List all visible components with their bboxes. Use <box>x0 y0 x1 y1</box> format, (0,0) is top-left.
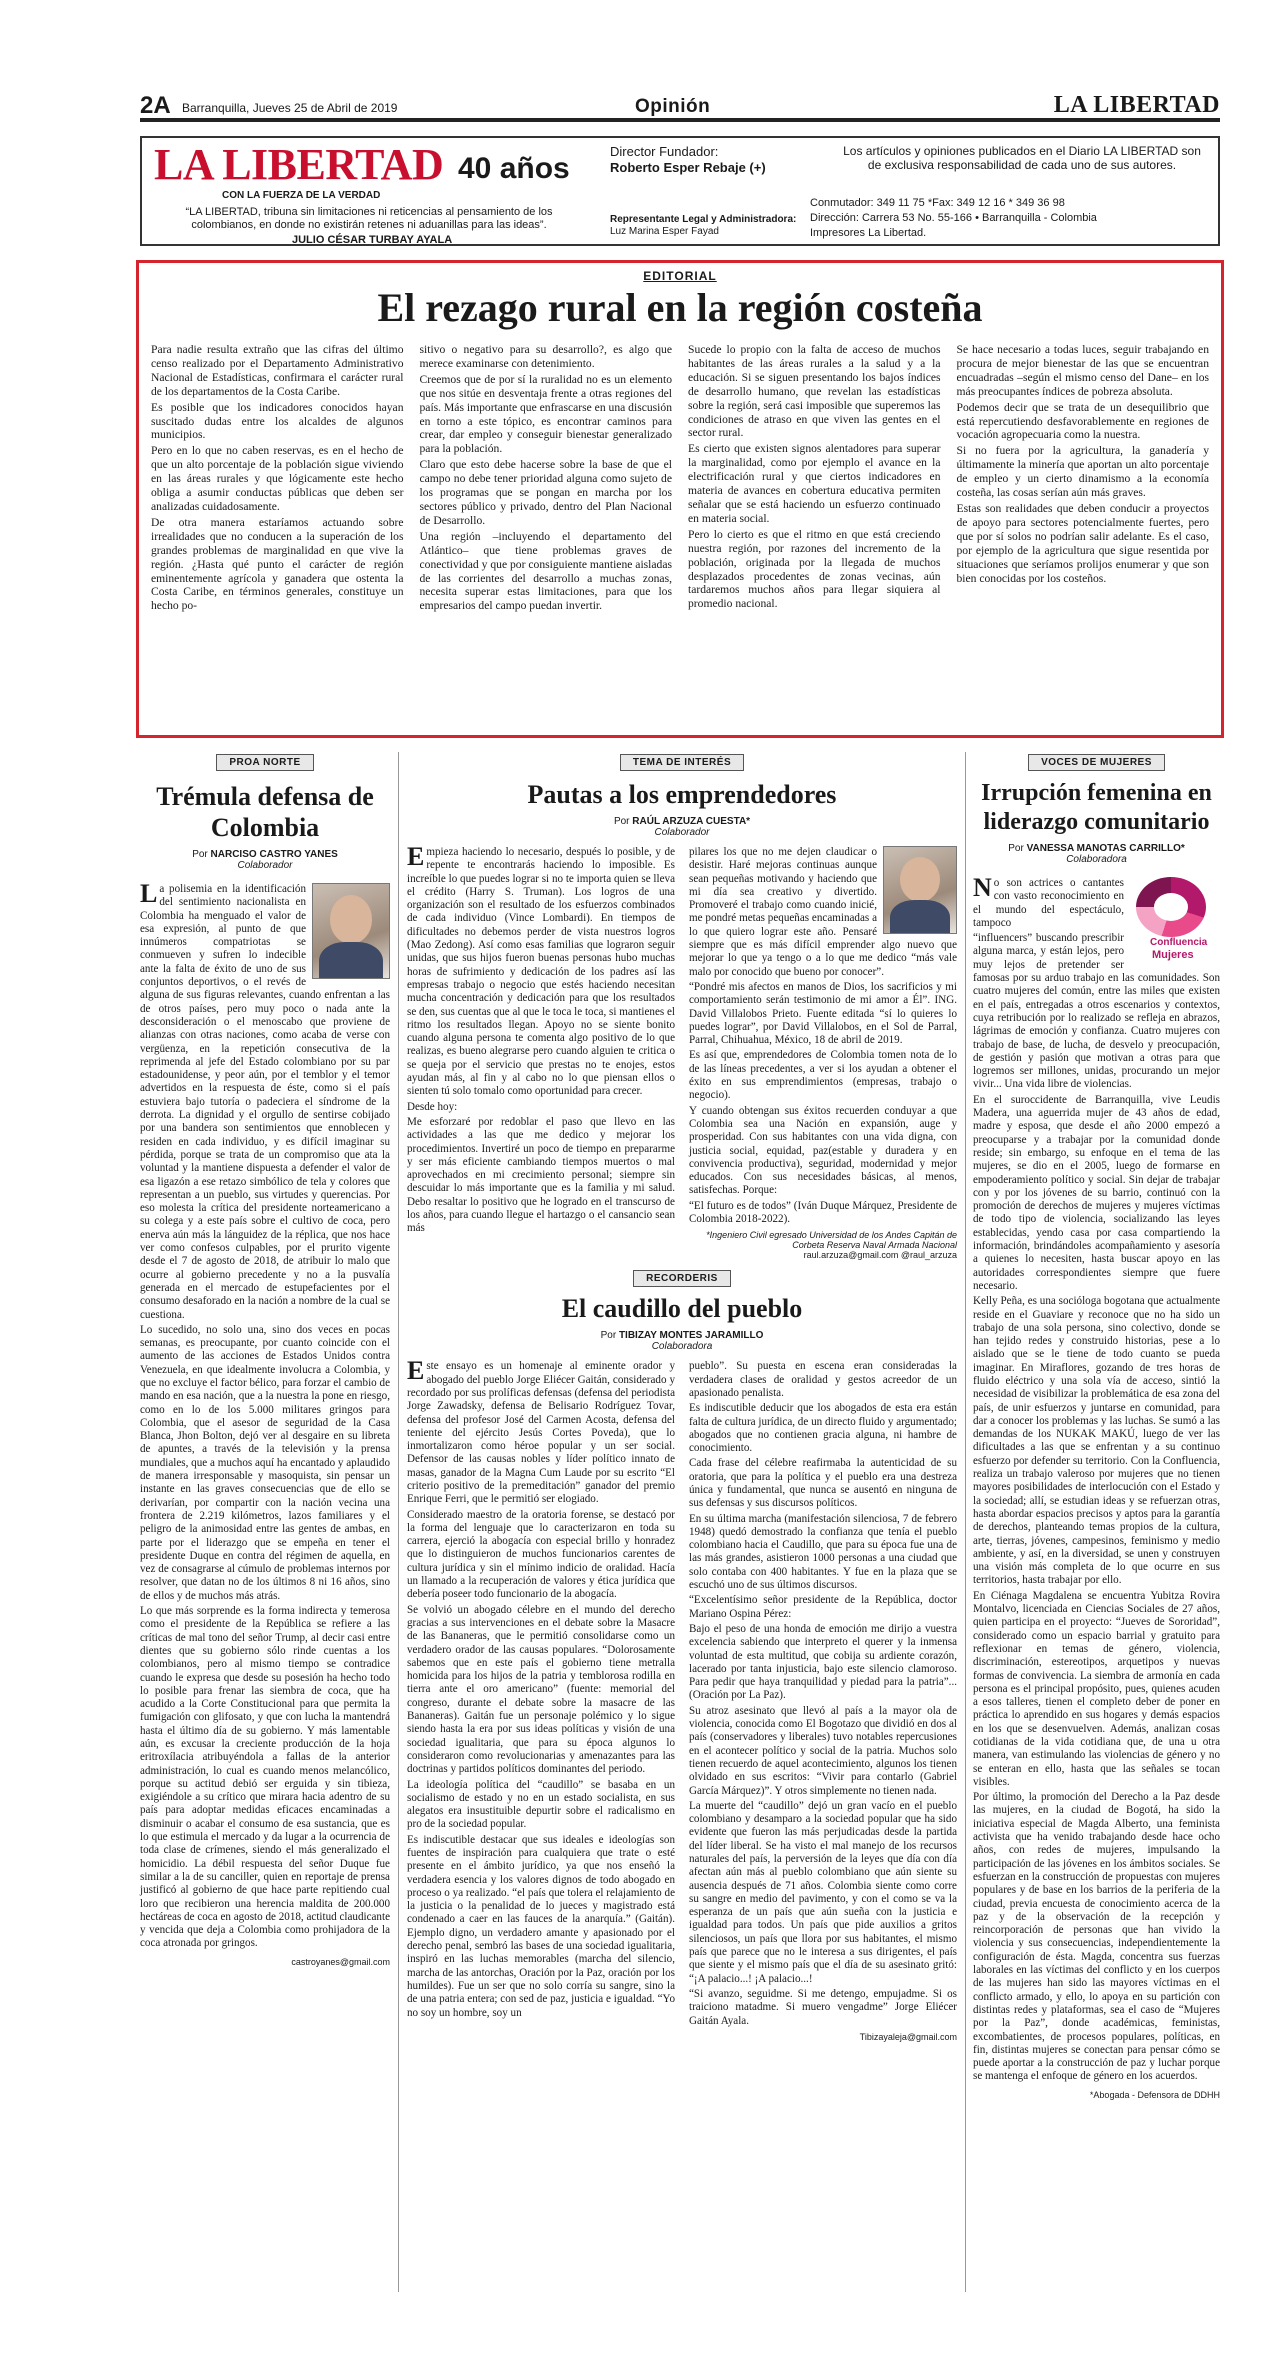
body-column <box>689 846 957 1260</box>
body-column <box>689 1360 957 2042</box>
paragraph: Para nadie resulta extraño que las cifras del último censo realizado por el Departamento Administrativo Nacional de Estadísticas, confirmara el carácter rural de los departamentos de la Costa Caribe. <box>151 343 404 398</box>
paragraph: Pero lo cierto es que el ritmo en que está creciendo nuestra región, por razones del incremento de la población, originada por la llegada de muchos desplazados procedentes de zonas vecinas, aún tardaremos muchos años para llegar siquiera al promedio nacional. <box>688 527 941 611</box>
paragraph: Creemos que de por sí la ruralidad no es un elemento que nos sitúe en desventaja frente a otras regiones del país. Más importante que enfrascarse en una discusión en torno a este tópico, es encontrar caminos para crear, dar empleo y conseguir bienestar generalizado para la población. <box>419 372 672 456</box>
representative-label: Representante Legal y Administradora: <box>610 214 797 225</box>
page-number: 2A <box>140 92 171 119</box>
confluencia-mujeres-logo-icon <box>1130 877 1220 967</box>
paragraph: La ideología política del “caudillo” se basaba en un socialismo de estado y no en un estado socialista, en sus alegatos era insustituible depurtir sobre el radicalismo en pro de la sociedad popular. <box>407 1778 675 1831</box>
editorial-columns <box>151 343 1209 613</box>
paragraph: Si no fuera por la agricultura, la ganadería y últimamente la minería que aportan un alto porcentaje de empleo y un cierto dinamismo a la economía costeña, las cosas serían aún más graves. <box>956 444 1209 500</box>
logo-text: Mujeres <box>1152 949 1194 961</box>
paragraph: “El futuro es de todos” (Iván Duque Márquez, Presidente de Colombia 2018-2022). <box>689 1199 957 1226</box>
section-name: Opinión <box>635 96 711 117</box>
author-name: NARCISO CASTRO YANES <box>210 849 338 860</box>
article-body <box>973 873 1220 2084</box>
author-name: VANESSA MANOTAS CARRILLO* <box>1026 843 1185 854</box>
anniversary: 40 años <box>458 152 570 185</box>
author-name: RAÚL ARZUZA CUESTA* <box>632 816 751 827</box>
editorial-column <box>957 343 1210 613</box>
paragraph: Es indiscutible destacar que sus ideales e ideologías son fuentes de inspiración para cualquiera que trate o esté presente en el ámbito jurídico, ya que nos enseñó la verdadera esencia y los valores dignos de todo abogado en proceso o ya realizado. “el país que tolera el relajamiento de la justicia o la penalidad de lo jueces y magistrado está condenado a caer en las fauces de la anarquía.” (Gaitán). Ejemplo digno, un verdadero amante y apasionado por el derecho penal, sembró las bases de una sociedad igualitaria, inspiró en las luchas memorables (marcha del silencio, marcha de las antorchas, Oración por la Paz, oración por los humildes). Fue un ser que no solo corría su sangre, sino la de una patria entera; con sed de paz, justicia e igualdad. “Yo no soy un hombre, soy un <box>407 1833 675 2019</box>
paragraph: Su atroz asesinato que llevó al país a la mayor ola de violencia, conocida como El Bogotazo que dividió en dos al país (conservadores y liberales) tuvo notables repercusiones en el acontecer político y social de la patria. Muchos solo tienen recuerdo de aquel acontecimiento, algunos los tienen olvidado en sus escritos: “Vivir para contarlo (Gabriel García Márquez)”. Y otros simplemente no tienen nada. <box>689 1704 957 1797</box>
paragraph: No son actrices o cantantes con vasto reconocimiento en el mundo del espectáculo, tampoco <box>973 873 1124 929</box>
byline-prefix: Por <box>613 816 630 827</box>
paragraph: Es así que, emprendedores de Colombia tomen nota de lo de las líneas precedentes, a ver si los ayudan a obtener el éxito en sus emprendimientos (empresas, trabajo o negocio). <box>689 1049 957 1102</box>
paragraph: “Si avanzo, seguidme. Si me detengo, empujadme. Si os traiciono matadme. Si muero vengadme” Jorge Eliécer Gaitán Ayala. <box>689 1987 957 2027</box>
author-footnote: *Abogada - Defensora de DDHH <box>1089 2089 1220 2100</box>
column-divider <box>398 752 399 2292</box>
article-voces-de-mujeres <box>973 752 1220 2100</box>
author-footnote: *Ingeniero Civil egresado Universidad de los Andes Capitán de Corbeta Reserva Naval Armada Nacional <box>706 1230 957 1251</box>
paragraph: Una región –incluyendo el departamento del Atlántico– que tiene problemas graves de conectividad y que por consiguiente mantiene aisladas de las corrientes del desarrollo a muchas zonas, necesita superar estas limitaciones, para que los empresarios del campo puedan invertir. <box>419 529 672 613</box>
paragraph: Me esforzaré por redoblar el paso que llevo en las actividades a las que me dedico y mejorar los procedimientos. Invertiré un poco de tiempo en prepararme y ser más eficiente cambiando tiempos muertos o mal aprovechados en mi crecimiento personal; siempre sin descuidar lo más importante que es la familia y mi salud. Debo resaltar lo positivo que he logrado en el transcurso de los años, para cuando llegue el hartazgo o el cansancio sean más <box>407 1115 675 1235</box>
paragraph: Pero en lo que no caben reservas, es en el hecho de que un alto porcentaje de la población sigue viviendo en las áreas rurales y que lógicamente este hecho obliga a asumir conductas públicas que deben ser analizadas cuidadosamente. <box>151 444 404 513</box>
byline-prefix: Por <box>600 1330 617 1342</box>
author-role: Colaborador <box>654 827 710 838</box>
author-email: castroyanes@gmail.com <box>291 1956 390 1967</box>
paragraph: pueblo”. Su puesta en escena eran consideradas la verdadera clases de oralidad y gestos acreedor de un apasionado penalista. <box>689 1360 957 1399</box>
editorial-label: EDITORIAL <box>643 269 717 283</box>
paragraph: “Pondré mis afectos en manos de Dios, los sacrificios y mi comportamiento serán testimonio de mi amor a Él”. ING. David Villalobos Prieto. Fuente editada “sí lo quieres lo puedes lograr”, por David Villalobos, en el Sol de Parral, Parral, Chihuahua, México, 18 de abril de 2019. <box>689 980 957 1047</box>
editorial-title: El rezago rural en la región costeña <box>377 285 983 330</box>
article-title: El caudillo del pueblo <box>561 1294 803 1324</box>
paragraph: Cada frase del célebre reafirmaba la autenticidad de su oratoria, que para la política y el pueblo era una destreza única y fundamental, que nunca se ausentó en ninguna de sus defensas y sus discursos políticos. <box>689 1457 957 1510</box>
newspaper-page <box>140 92 1220 2100</box>
paragraph: Considerado maestro de la oratoria forense, se destacó por la forma del lenguaje que lo caracterizaron en toda su carrera, ejerció la abogacía con especial brillo y honradez que lo distinguieron de muchos funcionarios carentes de cultura jurídica y sin el mínimo indicio de oralidad. Hacía un llamado a la recuperación de valores y ética jurídica que debería poseer todo funcionario de la abogacía. <box>407 1508 675 1601</box>
editorial-box <box>136 260 1224 738</box>
byline-prefix: Por <box>1008 843 1024 854</box>
address: Dirección: Carrera 53 No. 55-166 • Barranquilla - Colombia <box>810 212 1097 224</box>
phone: Conmutador: 349 11 75 *Fax: 349 12 16 * 349 36 98 <box>810 197 1065 209</box>
paragraph: En su última marcha (manifestación silenciosa, 7 de febrero 1948) quedó demostrado la confianza que tenía el pueblo colombiano hacia el Caudillo, que para su época fue una de las más grandes, asistieron 1000 personas a una ciudad que solo contaba con 400 habitantes. Y fue en la plaza que se escuchó uno de sus últimos discursos. <box>689 1512 957 1592</box>
paragraph: Sucede lo propio con la falta de acceso de muchos habitantes de las áreas rurales a la salud y a la educación. Si se siguen presentando los bajos índices de desarrollo humano, que revelan las estadísticas sobre la región, será casi imposible que superemos las condiciones de atraso en que viven las gentes en el sector rural. <box>688 343 941 440</box>
quote-author: JULIO CÉSAR TURBAY AYALA <box>292 234 453 246</box>
running-header <box>140 92 1220 122</box>
center-column <box>407 752 957 2042</box>
article-body <box>407 842 957 1261</box>
byline <box>407 1330 957 1341</box>
paragraph: En el suroccidente de Barranquilla, vive Leudis Madera, una aguerrida mujer de 43 años de edad, madre y esposa, que desde el año 2000 empezó a preocuparse y a trabajar por la comunidad donde reside; sin embargo, su enfoque en el tema de las mujeres, se dio en el 2005, luego de formarse en empoderamiento político y social. Sin dejar de trabajar con y por los jóvenes de su barrio, continuó con la promoción de derechos de mujeres y mujeres víctimas de todo tipo de violencia, socializando las leyes establecidas, yendo casa por casa compartiendo la información, brindándoles acompañamiento y asesoría a quienes lo necesiten, hasta buscar apoyo en las autoridades correspondientes siempre que fuere necesario. <box>973 1093 1220 1292</box>
author-role: Colaboradora <box>1066 854 1127 865</box>
author-name: TIBIZAY MONTES JARAMILLO <box>618 1330 764 1342</box>
article-body <box>140 879 390 1951</box>
paragraph: Empieza haciendo lo necesario, después lo posible, y de repente te encontrarás haciendo lo imposible. Es increíble lo que puedes lograr si no te importa quien se lleva el crédito (Harry S. Truman). Los logros de una organización son el resultado de los esfuerzos combinados de cada individuo (Vince Lombardi). En tiempos de dificultades no debemos perder de vista nuestros logros (Mao Zedong). Así como esas familias que lograron seguir unidas, que sus hijos fueron buenas personas hubo muchas horas de sufrimiento y dedicación de los padres así las empresas trabajo o negocio que estés haciendo necesitan mucha concentración y dedicación para que los resultados se den, sus cuentas que al que le toca le toca, si mantienes el ritmo los resultados llegan. Apoyo no se siente bonito cuando alguna persona te comenta algo positivo de lo que realizas, es bueno alegrarse pero cuando alguien te critica o se queja por el servicio que prestas no te enojes, estos ayudan más, al fin y al cabo no lo que piensan ellos o sienten tú solo tomalo como oportunidad para crecer. <box>407 842 675 1098</box>
paragraph: Bajo el peso de una honda de emoción me dirijo a vuestra excelencia sabiendo que interpreto el querer y la inmensa voluntad de esta multitud, que cobija su ardiente corazón, lacerado por tanta injusticia, bajo este silencio clamoroso. Para pedir que haya tranquilidad y piedad para la patria”... (Oración por La Paz). <box>689 1622 957 1702</box>
article-body <box>407 1356 957 2042</box>
editorial-column <box>688 343 941 613</box>
paragraph: Lo que más sorprende es la forma indirecta y temerosa como el presidente de la República se refiere a las críticas de mal tono del señor Trump, al decir casi entre dientes que su gobierno sólo rinde cuentas a los colombianos, pero al mismo tiempo se contradice cuando le expresa que desde su posesión ha hecho todo lo posible para frenar las siembra de coca, que ha acudido a la Corte Constitucional para que permita la fumigación con glifosato, y que con lucha la mantendrá hasta el último día de su gobierno. Y más lamentable aún, es excusar la creciente producción de la hoja eritroxílacia atribuyéndola a fallas de la anterior administración, lo cual es cuando menos melancólico, porque su actitud debió ser erguida y sin tibieza, exigiéndole a su crítico que mirara hacia adentro de su país para adoptar medidas eficaces encaminadas a disminuir o acabar el consumo de esa sustancia, que es lo que estimula el mercado y da lugar a la ocurrencia de toda clase de crímenes, siendo el más generalizado el homicidio. La débil respuesta del señor Duque fue similar a la de su canciller, quien en reportaje de prensa justificó al gobierno de que hace parte repitiendo cual loro que recibieron una herencia maldita de 200.000 hectáreas de coca en agosto de 2018, actitud claudicante y vencida que deja a Colombia como prohijadora de la coca atronada por gringos. <box>140 1605 390 1950</box>
tagline: CON LA FUERZA DE LA VERDAD <box>222 190 381 201</box>
paragraph: Kelly Peña, es una socióloga bogotana que actualmente reside en el Guaviare y reconoce que no ha sido un trabajo de una sola persona, sino colectivo, donde se han tejido redes y construido historias, pese a lo aislado que se le tiene de todo cuanto se pueda imaginar. En Miraflores, gozando de tres horas de fluido eléctrico y una sola vía de acceso, sintió la necesidad de visibilizar la problemática de esa zona del país, de unir esfuerzos y juntarse en comunidad, para dar a conocer los problemas y las luchas. Se sumó a las demandas de los NUKAK MAKÚ, luego de ver las dificultades a las que se enfrentan y a su continuo esfuerzo por defender su territorio. Con la Confluencia, realiza un trabajo valeroso por mujeres que no tienen mayores posibilidades de interlocución con el Estado y la sociedad; allí, se estudian ideas y se refuerzan otras, hasta abordar espacios precisos y aptos para la garantía de derechos, planteando temas propios de la cultura, arte, tierras, jóvenes, campesinos, feminismo y medio ambiente, y así, en la diversidad, se unen y construyen una visión más completa de lo que ocurre en sus territorios, hasta trabajar por ello. <box>973 1295 1220 1587</box>
dateline: Barranquilla, Jueves 25 de Abril de 2019 <box>182 101 398 115</box>
byline <box>973 843 1220 854</box>
section-tag: PROA NORTE <box>216 754 313 771</box>
representative-name: Luz Marina Esper Fayad <box>610 226 719 237</box>
director-name: Roberto Esper Rebaje (+) <box>610 160 766 175</box>
byline <box>407 816 957 827</box>
paragraph: sitivo o negativo para su desarrollo?, es algo que merece examinarse con detenimiento. <box>419 343 672 370</box>
article-title: Pautas a los emprendedores <box>527 780 837 809</box>
author-photo-icon <box>312 883 390 979</box>
section-tag: VOCES DE MUJERES <box>1028 754 1165 771</box>
author-role: Colaborador <box>237 860 293 871</box>
paragraph: Claro que esto debe hacerse sobre la base de que el campo no debe tener prioridad alguna como sujeto de los programas que se pongan en marcha por los sectores público y privado, dentro del Plan Nacional de Desarrollo. <box>419 458 672 527</box>
body-column <box>407 842 675 1260</box>
printer: Impresores La Libertad. <box>810 227 927 239</box>
contact-info <box>810 196 1097 241</box>
editorial-column <box>420 343 673 613</box>
author-role: Colaboradora <box>651 1341 713 1353</box>
paragraph: Estas son realidades que deben conducir a proyectos de apoyo para sectores potencialmente fuertes, pero que por sí solos no podrían salir adelante. Es el caso, por ejemplo de la agricultura que sigue resentida por situaciones que seríamos prolijos enumerar y que son bien conocidas por los costeños. <box>956 501 1209 585</box>
paragraph: Es cierto que existen signos alentadores para superar la marginalidad, como por ejemplo el avance en la electrificación rural y que ciertos indicadores en materia de avances en cobertura educativa permiten señalar que se está haciendo un esfuerzo continuado en materia social. <box>688 442 941 525</box>
opinion-disclaimer: Los artículos y opiniones publicados en el Diario LA LIBERTAD son de exclusiva responsabilidad de cada uno de sus autores. <box>843 144 1201 172</box>
paragraph: Se hace necesario a todas luces, seguir trabajando en procura de mejor bienestar de las que se encuentran encuadradas –según el mismo censo del Dane– en los más preocupantes índices de pobreza absoluta. <box>956 343 1209 398</box>
paragraph: Por último, la promoción del Derecho a la Paz desde las mujeres, en la ciudad de Bogotá, ha sido la iniciativa especial de Magda Alberto, una feminista activista que ha venido trabajando desde hace ocho años, con redes de mujeres, impulsando la participación de las jóvenes en los ámbitos sociales. Se esfuerzan en la construcción de propuestas con mujeres populares y de base en los barrios de la periferia de la ciudad, previa encuesta de conocimiento acerca de la paz y de la observación de la recepción y reincorporación de personas que han vivido la violencia y sus consecuencias, independientemente la configuración de ésta. Magda, concentra sus fuerzas laborales en las víctimas del conflicto y en los cuerpos de las mujeres han sido las mayores víctimas en el conflicto armado, y ello, lo apoya en su partición con distintas redes y plataformas, sea el caso de “Mujeres por la Paz”, donde académicas, feministas, excombatientes, de procesos populares, políticas, en fin, distintas mujeres se conectan para pensar cómo se puede aportar a la construcción de paz y luchar porque se mantenga el enfoque de género en los acuerdos. <box>973 1791 1220 2083</box>
section-tag: TEMA DE INTERÉS <box>620 754 744 771</box>
paragraph: Podemos decir que se trata de un desequilibrio que está repercutiendo desfavorablemente en regiones de vocación agropecuaria como la nuestra. <box>956 400 1209 442</box>
byline-prefix: Por <box>192 849 208 860</box>
paragraph: Se volvió un abogado célebre en el mundo del derecho gracias a sus intervenciones en el debate sobre la Masacre de las Bananeras, que le permitió consolidarse como un verdadero orador de las causas populares. “Dolorosamente sabemos que en este país el gobierno tiene metralla homicida para los hijos de la patria y temblorosa rodilla en tierra ante el oro americano” (fuente: memorial del congreso, durante el debate sobre la masacre de las Bananeras). Gaitán fue un personaje polémico y lo sigue siendo hasta la era por sus ideas políticas y visión de una sociedad igualitaria, que para su época algunos lo consideraron como revolucionarias y amenazantes para las doctrinas y partidos políticos dominantes del periodo. <box>407 1603 675 1776</box>
author-photo-icon <box>883 846 957 934</box>
paragraph: La muerte del “caudillo” dejó un gran vacío en el pueblo colombiano y desamparo a la sociedad popular que ha sido evidente que fueron las más perjudicadas desde la partida del líder liberal. Se ha visto el mal manejo de los recursos naturales del país, la perversión de la leyes que día con día afectan aún más al pueblo colombiano que aún siente su ausencia después de 71 años. Colombia siente como corre su sangre en medio del pavimento, y con el como se va la esperanza de un país que aún sueña con la justicia e igualdad para todos. Un país que pide auxilios a gritos silenciosos, un país que llora por sus habitantes, el mismo país que parece que no le interesa a sus dirigentes, el país que siente y el mismo país que el día de su asesinato gritó: “¡A palacio...! ¡A palacio...! <box>689 1799 957 1985</box>
article-title: Irrupción femenina en liderazgo comunitario <box>981 780 1212 835</box>
paragraph: Lo sucedido, no solo una, sino dos veces en pocas semanas, es preocupante, por cuanto coincide con el aumento de las acciones de Estados Unidos contra Venezuela, en que idealmente involucra a Colombia, y que no excluye el factor bélico, para forzar el cambio de mando en esa nación, que a la nuestra la pone en riesgo, como en lo de los 5.000 militares gringos para Colombia, que el asesor de seguridad de la Casa Blanca, Jhon Bolton, dejó ver al desgaire en su libreta de apuntes, a través de la televisión y la prensa mundiales, que a muchos aquí ha encantado y aplaudido de manera irresponsable y masoquista, sin pensar un instante en las graves consecuencias que de ello se derivarían, por compartir con la nación vecina una frontera de 2.219 kilómetros, lazos familiares y el peligro de la animosidad entre las gentes de ambas, en parte por el liderazgo que se empeña en tener el presidente Duque en contra del régimen de aquella, en vez de consagrarse al cúmulo de problemas internos por resolver, que datan no de los últimos 8 ni 16 años, sino de ellos y de muchos más atrás. <box>140 1323 390 1602</box>
masthead <box>140 136 1220 246</box>
paragraph: “Excelentísimo señor presidente de la República, doctor Mariano Ospina Pérez: <box>689 1594 957 1620</box>
paragraph: “influencers” buscando prescribir alguna marca, y están lejos, pero muy lejos de pretender ser famosas por su arduo trabajo en las comunidades. Son cuatro mujeres del común, entre las miles que existen en el país, entregadas a otros escenarios y contextos, cuya retribución por lo realizado se refleja en abrazos, lágrimas de emoción y confianza. Cuatro mujeres con trabajo de base, de lucha, de desvelo y preocupación, de gestión y pasión que motivan a otras para que logremos ser millones, unidas, procurando un mejor vivir... Una vida libre de violencias. <box>973 932 1220 1091</box>
paragraph: En Ciénaga Magdalena se encuentra Yubitza Rovira Montalvo, licenciada en Ciencias Sociales de 27 años, quien participa en el proyecto: “Jueves de Sororidad”, considerado como un espacio barrial y gratuito para reflexionar en temas de género, violencia, discriminación, estereotipos, arquetipos y nuevas formas de convivencia. La siembra de armonía en cada persona es el principal propósito, pues, quienes acuden a esos talleres, tienen el completo deber de poner en práctica lo aprendido en sus hogares y demás espacios en los que se desenvuelven. Además, analizan cosas cotidianas de la vida cotidiana que, de una u otra manera, van estimulando las violencias de género y no se enteran en ello, hasta que las señales se tocan visibles. <box>973 1589 1220 1788</box>
column-divider <box>965 752 966 2292</box>
newspaper-logo: LA LIBERTAD <box>154 140 444 189</box>
paragraph: Este ensayo es un homenaje al eminente orador y abogado del pueblo Jorge Eliécer Gaitán, considerado y recordado por sus prolíficas defensas (defensa del periodista Jorge Zawadsky, defensa de Belisario Rodríguez Tovar, defensa del profesor José del Carmen Acosta, defensa del teniente del ejército Jesús Cortes Poveda), que lo inmortalizaron como héroe popular y un ser social. Defensor de las causas nobles y líder político innato de masas, ganador de la Magna Cum Laude por su escrito “El criterio positivo de la premeditación” ganador del premio Enrique Ferri, que le permitió ser elogiado. <box>407 1356 675 1506</box>
paragraph: Es posible que los indicadores conocidos hayan suscitado dudas entre los alcaldes de algunos municipios. <box>151 400 404 442</box>
paragraph: De otra manera estaríamos actuando sobre irrealidades que no conducen a la superación de los grandes problemas de marginalidad en que vive la región. ¿Hasta qué punto el carácter de región eminentemente agrícola y ganadera que ostenta la Costa Caribe, en términos generales, constituye un hecho po- <box>151 515 404 613</box>
author-email: Tibizayaleja@gmail.com <box>859 2031 957 2042</box>
paragraph: Y cuando obtengan sus éxitos recuerden conduyar a que Colombia sea una Nación en expansión, auge y prosperidad. Con sus habitantes con una vida digna, con justicia social, equidad, paz(estable y duradera y en convivencia productiva), seguridad, modernidad y mejor educados. Con sus necesidades básicas, al menos, satisfechas. Porque: <box>689 1104 957 1197</box>
paragraph: Desde hoy: <box>407 1100 458 1113</box>
byline <box>140 849 390 860</box>
article-title: Trémula defensa de Colombia <box>156 782 374 842</box>
section-tag: RECORDERIS <box>633 1270 731 1287</box>
paragraph: La polisemia en la identificación del sentimiento nacionalista en Colombia ha menguado el valor de esa expresión, al punto de que innúmeros compatriotas se conmueven y sufren lo indecible ante la falta de éxito de uno de sus conjuntos deportivos, o el revés de alguna de sus figuras relevantes, cuando enfrentan a las de otros países, pero muy poco o nada ante la desconsideración o el menoscabo que proviene de alianzas con otras naciones, como acaba de verse con vergüenza, en la repetición consecutiva de la reprimenda al jefe del Estado colombiano por su par estadounidense, y peor aún, por el temblor y el temor advertidos en la respuesta de éste, como si el país estuviera bajo tutoría o padeciera el síndrome de la derrota. La dignidad y el orgullo de sentirse cobijado por una bandera son sentimientos que ennoblecen y residen en cada individuo, y es difícil imaginar su pérdida, porque se trata de un compromiso que ata la voluntad y la mantiene dispuesta a defender el valor de esa ligazón a ese retazo simbólico de tela y colores que representan a un pueblo, sus virtudes y querencias. Por eso molesta la crítica del presidente norteamericano a su colega y a este país sobre el cultivo de coca, pero enerva aún más la lánguidez de la réplica, que nos hace ver como confesos culpables, por el prurito vigente desde el 7 de agosto de 2018, de atribuir lo malo que ocurre al gobierno precedente y no a la pusvalía generada en el mercado de estupefacientes por el consumo desaforado en la nación a nombre de la cual se cuestiona. <box>140 879 390 1321</box>
article-proa-norte <box>140 752 390 1967</box>
paragraph: pilares los que no me dejen claudicar o desistir. Haré mejoras continuas aunque sean pequeñas motivando y haciendo que mi día sea creativo y divertido. Promoveré el trabajo como cuando inicié, me pondré metas pequeñas encaminadas a lo que quiero lograr este año. Pensaré siempre que es más difícil emprender algo nuevo que mejorar lo que ya tengo o a lo que me dedico “más vale malo por conocido que bueno por conocer”. <box>689 846 957 978</box>
author-email: raul.arzuza@gmail.com @raul_arzuza <box>803 1250 957 1261</box>
paragraph: Es indiscutible deducir que los abogados de esta era están falta de cultura jurídica, de un directo fluido y argumentado; abogados que no contienen gracia alguna, ni hambre de conocimiento. <box>689 1402 957 1455</box>
brand-name: LA LIBERTAD <box>1053 92 1220 118</box>
founder-quote: “LA LIBERTAD, tribuna sin limitaciones ni reticencias al pensamiento de los colombianos, en donde no existirán retenes ni aduanillas para las ideas”. <box>185 206 553 231</box>
editorial-column <box>151 343 404 613</box>
body-column <box>407 1356 675 2042</box>
logo-text: Confluencia <box>1150 937 1208 948</box>
director-label: Director Fundador: <box>610 144 719 159</box>
